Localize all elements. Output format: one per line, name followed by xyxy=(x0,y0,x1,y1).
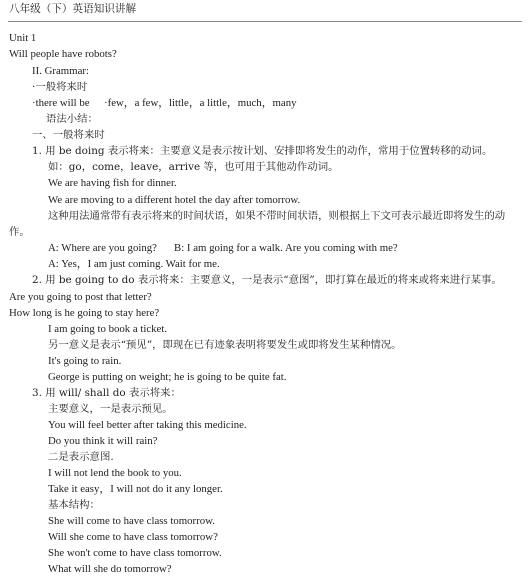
rule-1-example-1: We are having fish for dinner. xyxy=(48,177,177,189)
rule-2-example-5: George is putting on weight; he is going to be quite fat. xyxy=(48,371,287,383)
rule-2-example-3: I am going to book a ticket. xyxy=(48,323,168,335)
page-title: 八年级（下）英语知识讲解 xyxy=(9,3,137,15)
rule-2-example-4: It's going to rain. xyxy=(48,355,122,367)
rule-2-note: 另一意义是表示“预见”，即现在已有迹象表明将要发生或即将发生某种情况。 xyxy=(48,339,402,351)
section-heading: 一、一般将来时 xyxy=(32,129,105,141)
dialog-a1: A: Where are you going? xyxy=(48,242,157,254)
structure-example-4: What will she do tomorrow? xyxy=(48,563,172,575)
grammar-point-1: ·一般将来时 xyxy=(32,81,88,93)
rule-1-note-2: 作。 xyxy=(9,226,30,238)
grammar-heading: II. Grammar: xyxy=(32,65,89,77)
rule-3-example-2: Do you think it will rain? xyxy=(48,435,158,447)
rule-3-example-3: I will not lend the book to you. xyxy=(48,467,182,479)
unit-heading: Unit 1 xyxy=(9,32,37,44)
rule-3-example-4: Take it easy，I will not do it any longer. xyxy=(48,483,223,495)
basic-structure-heading: 基本结构： xyxy=(48,499,100,511)
rule-3-meaning-2: 二是表示意图. xyxy=(48,451,114,463)
title-divider xyxy=(8,21,522,22)
rule-3-example-1: You will feel better after taking this medicine. xyxy=(48,419,247,431)
dialog-a2: A: Yes，I am just coming. Wait for me. xyxy=(48,258,220,270)
structure-example-2: Will she come to have class tomorrow? xyxy=(48,531,218,543)
structure-example-3: She won't come to have class tomorrow. xyxy=(48,547,222,559)
structure-example-1: She will come to have class tomorrow. xyxy=(48,515,215,527)
rule-1-note-1: 这种用法通常带有表示将来的时间状语，如果不带时间状语，则根据上下文可表示最近即将发生的动 xyxy=(48,210,506,222)
rule-2: 2. 用 be going to do 表示将来：主要意义，一是表示“意图”，即打算在最近的将来或将来进行某事。 xyxy=(32,274,502,286)
grammar-point-2: ·there will be xyxy=(32,97,90,109)
rule-1: 1. 用 be doing 表示将来：主要意义是表示按计划、安排即将发生的动作，常用于位置转移的动词。 xyxy=(32,145,493,157)
rule-2-example-1: Are you going to post that letter? xyxy=(9,291,152,303)
dialog-b1: B: I am going for a walk. Are you coming with me? xyxy=(174,242,398,254)
grammar-point-3: ·few，a few，little，a little，much，many xyxy=(104,97,297,109)
rule-3-meaning-1: 主要意义，一是表示预见。 xyxy=(48,403,173,415)
rule-2-example-2: How long is he going to stay here? xyxy=(9,307,160,319)
rule-1-example-intro: 如：go，come，leave，arrive 等，也可用于其他动作动词。 xyxy=(48,161,339,173)
summary-heading: 语法小结： xyxy=(46,113,98,125)
rule-3: 3. 用 will/ shall do 表示将来： xyxy=(32,387,181,399)
rule-1-example-2: We are moving to a different hotel the day after tomorrow. xyxy=(48,194,301,206)
unit-title: Will people have robots? xyxy=(9,48,117,60)
